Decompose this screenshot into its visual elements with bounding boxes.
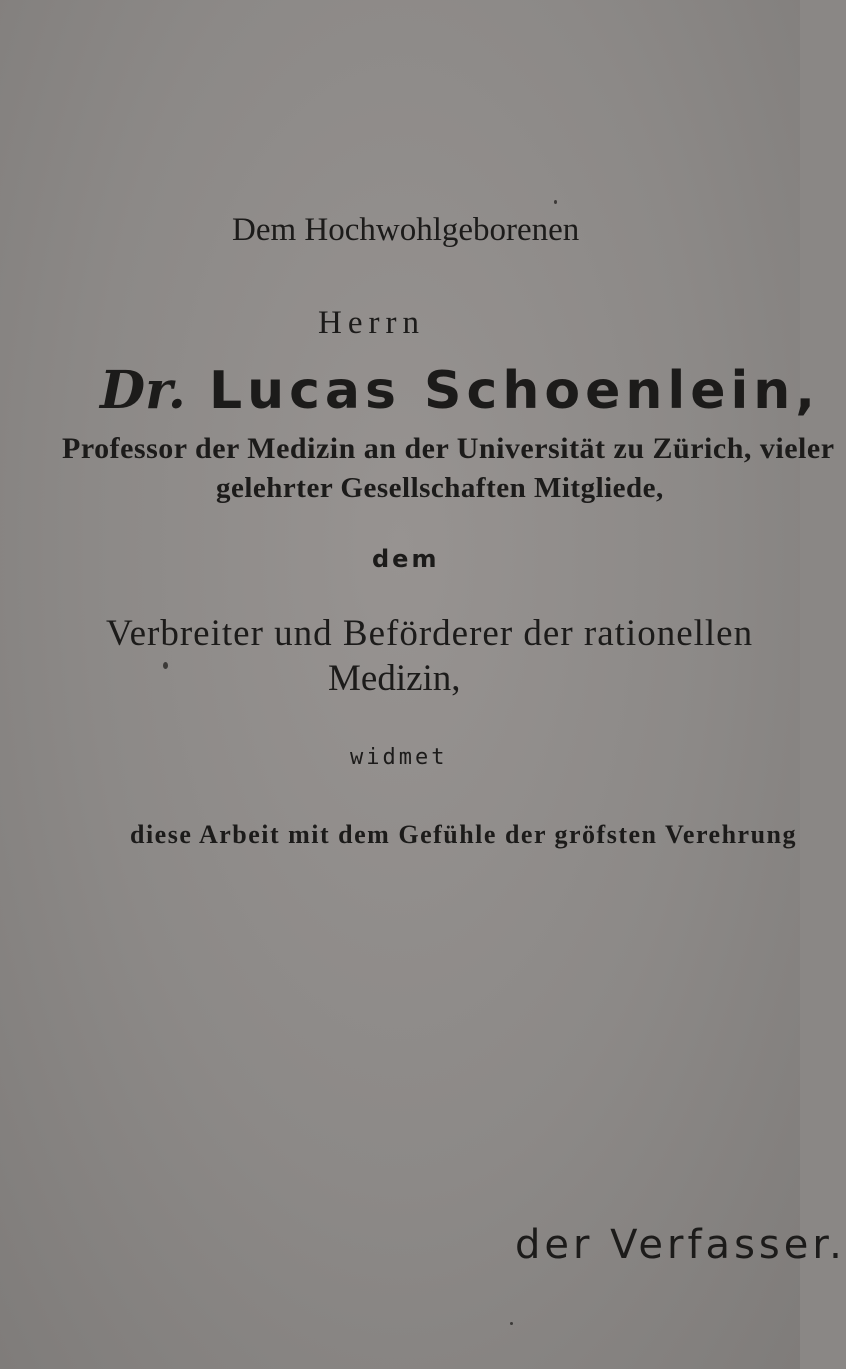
dedicatee-honorific: Dr.	[100, 360, 186, 421]
dedicatee-full-name: Lucas Schoenlein,	[208, 361, 821, 421]
dedicatee-name	[100, 360, 820, 421]
dedication-sentiment: diese Arbeit mit dem Gefühle der gröfsten Verehrung	[130, 820, 797, 849]
dedicatee-merit: Verbreiter und Beförderer der rationellen	[106, 613, 754, 654]
author-signature: der Verfasser.	[515, 1222, 846, 1268]
dedicatee-position: Professor der Medizin an der Universität zu Zürich, vieler	[62, 432, 835, 465]
paper-blemish	[510, 1322, 513, 1325]
dedication-widmet: widmet	[350, 745, 448, 770]
paper-blemish	[554, 200, 557, 204]
dedicatee-memberships: gelehrter Gesellschaften Mitgliede,	[216, 472, 664, 504]
dedication-title-herrn: Herrn	[318, 305, 425, 341]
dedication-dem: dem	[372, 545, 440, 573]
dedicatee-merit-continued: Medizin,	[328, 658, 461, 699]
dedication-salutation: Dem Hochwohlgeborenen	[232, 212, 580, 248]
paper-blemish	[163, 662, 168, 669]
